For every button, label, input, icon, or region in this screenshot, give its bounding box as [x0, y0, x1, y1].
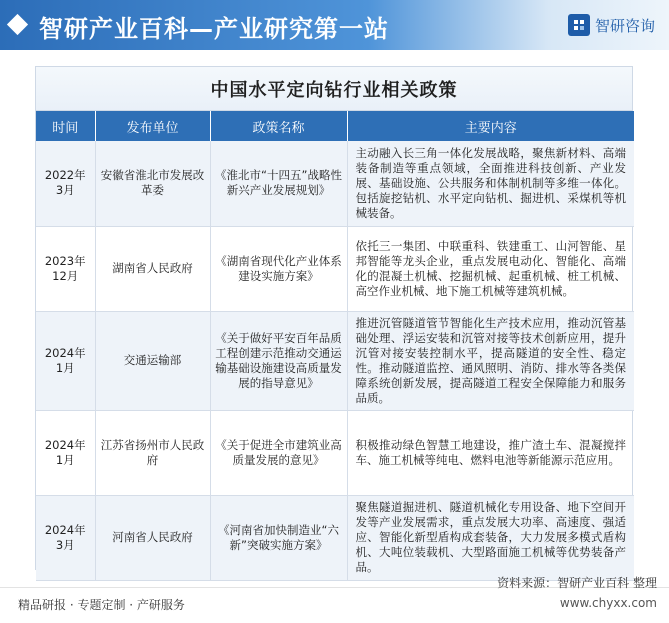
table-row	[36, 410, 634, 495]
column-header-policy: 政策名称	[210, 111, 347, 141]
data-source: 资料来源：智研产业百科 整理	[497, 576, 657, 590]
column-header-unit: 发布单位	[95, 111, 210, 141]
cell-unit: 江苏省扬州市人民政府	[95, 410, 210, 495]
cell-time: 2024年 3月	[36, 495, 95, 580]
header-banner	[0, 0, 669, 50]
policy-table-card	[35, 66, 633, 574]
column-header-time: 时间	[36, 111, 95, 141]
table-header-row	[36, 111, 634, 141]
table-row	[36, 495, 634, 580]
cell-policy: 《湖南省现代化产业体系建设实施方案》	[210, 226, 347, 311]
cell-policy: 《关于促进全市建筑业高质量发展的意见》	[210, 410, 347, 495]
brand-name: 智研咨询	[594, 16, 655, 35]
cell-content: 主动融入长三角一体化发展战略，聚焦新材料、高端装备制造等重点领域，全面推进科技创新、产业发展、基础设施、公共服务和体制机制等多维一体化。包括旋挖钻机、水平定向钻机、掘进机、采煤机等机械装备。	[347, 141, 634, 226]
cell-unit: 湖南省人民政府	[95, 226, 210, 311]
cell-content: 积极推动绿色智慧工地建设，推广渣土车、混凝搅拌车、施工机械等纯电、燃料电池等新能源示范应用。	[347, 410, 634, 495]
cell-time: 2023年 12月	[36, 226, 95, 311]
cell-policy: 《河南省加快制造业“六新”突破实施方案》	[210, 495, 347, 580]
table-row	[36, 141, 634, 226]
column-header-content: 主要内容	[347, 111, 634, 141]
table-row	[36, 311, 634, 410]
policy-table	[36, 111, 634, 581]
cell-unit: 安徽省淮北市发展改革委	[95, 141, 210, 226]
cell-content: 依托三一集团、中联重科、铁建重工、山河智能、星邦智能等龙头企业，重点发展电动化、智能化、高端化的混凝土机械、挖掘机械、起重机械、桩工机械、高空作业机械、地下施工机械等建筑机械。	[347, 226, 634, 311]
footer-services: 精品研报 · 专题定制 · 产研服务	[18, 598, 185, 612]
site-title: 智研产业百科—产业研究第一站	[39, 15, 389, 43]
brand-logo-icon	[568, 14, 590, 36]
brand[interactable]	[568, 14, 655, 36]
cell-time: 2022年 3月	[36, 141, 95, 226]
cell-time: 2024年 1月	[36, 311, 95, 410]
cell-unit: 河南省人民政府	[95, 495, 210, 580]
cell-content: 推进沉管隧道管节智能化生产技术应用，推动沉管基础处理、浮运安装和沉管对接等技术创新应用，提升沉管对接安装控制水平，提高隧道的安全性、稳定性。推动隧道监控、通风照明、消防、排水等各类保障系统创新发展，提高隧道工程安全保障能力和服务品质。	[347, 311, 634, 410]
table-row	[36, 226, 634, 311]
diamond-icon	[7, 14, 28, 35]
cell-content: 聚焦隧道掘进机、隧道机械化专用设备、地下空间开发等产业发展需求，重点发展大功率、高速度、强适应、智能化新型盾构成套装备，大力发展多模式盾构机、大吨位装载机、大型路面施工机械等优势装备产品。	[347, 495, 634, 580]
cell-policy: 《淮北市“十四五”战略性新兴产业发展规划》	[210, 141, 347, 226]
footer	[0, 576, 669, 623]
cell-policy: 《关于做好平安百年品质工程创建示范推动交通运输基础设施建设高质量发展的指导意见》	[210, 311, 347, 410]
cell-time: 2024年 1月	[36, 410, 95, 495]
table-title: 中国水平定向钻行业相关政策	[36, 67, 632, 111]
footer-url-link[interactable]: www.chyxx.com	[559, 596, 657, 610]
cell-unit: 交通运输部	[95, 311, 210, 410]
